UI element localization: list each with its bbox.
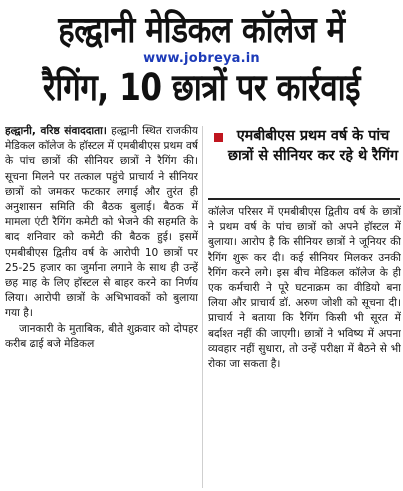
column-divider <box>202 126 203 488</box>
subheadline: एमबीबीएस प्रथम वर्ष के पांच छात्रों से सीनियर कर रहे थे रैगिंग <box>227 128 399 164</box>
paragraph-1-text: हल्द्वानी स्थित राजकीय मेडिकल कॉलेज के हॉस्टल में एमबीबीएस प्रथम वर्ष के पांच छात्रों की सीनियर छात्रों ने रैगिंग की। सूचना मिलने पर तत्काल पहुंचे प्राचार्य ने सीनियर छात्रों को जमकर फटकार लगाई और तुरंत ही अनुशासन समिति की बैठक बुलाई। बैठक में मामला एंटी रैगिंग कमेटी को भेजने की सहमति के बाद शनिवार को कमेटी की बैठक हुई। इसमें एमबीबीएस द्वितीय वर्ष के आरोपी 10 छात्रों पर 25-25 हजार का जुर्माना लगाने के साथ ही उन्हें छह माह के लिए हॉस्टल से बाहर करने का निर्णय लिया। आरोपी छात्रों के अभिभावकों को बुलाया गया है। <box>5 125 198 320</box>
article-paragraph-3: कॉलेज परिसर में एमबीबीएस द्वितीय वर्ष के छात्रों ने प्रथम वर्ष के पांच छात्रों को अपने हॉस्टल में बुलाया। आरोप है कि सीनियर छात्रों ने जूनियर की रैगिंग शुरू कर दी। कई सीनियर मिलकर उनकी रैगिंग करने लगे। इस बीच मेडिकल कॉलेज के ही एक कर्मचारी ने पूरे घटनाक्रम का वीडियो बना लिया और प्राचार्य डॉ. अरुण जोशी को सूचना दी। प्राचार्य ने बताया कि रैगिंग किसी भी सूरत में बर्दाश्त नहीं की जाएगी। छात्रों ने भविष्य में अपना व्यवहार नहीं सुधारा, तो उन्हें परीक्षा में बैठने से भी रोका जा सकता है। <box>208 206 401 371</box>
article-left-column <box>5 124 198 490</box>
headline-line-1: हल्द्वानी मेडिकल कॉलेज में <box>58 10 345 51</box>
article-right-column <box>208 205 401 490</box>
article-paragraph-1 <box>5 124 198 322</box>
subheadline-box <box>208 126 400 200</box>
dateline: हल्द्वानी, वरिष्ठ संवाददाता। <box>5 125 107 137</box>
watermark-url: www.jobreya.in <box>143 51 260 66</box>
headline-line-2: रैगिंग, 10 छात्रों पर कार्रवाई <box>42 66 361 109</box>
article-paragraph-2: जानकारी के मुताबिक, बीते शुक्रवार को दोपहर करीब ढाई बजे मेडिकल <box>5 322 198 350</box>
red-square-bullet-icon <box>214 133 223 142</box>
